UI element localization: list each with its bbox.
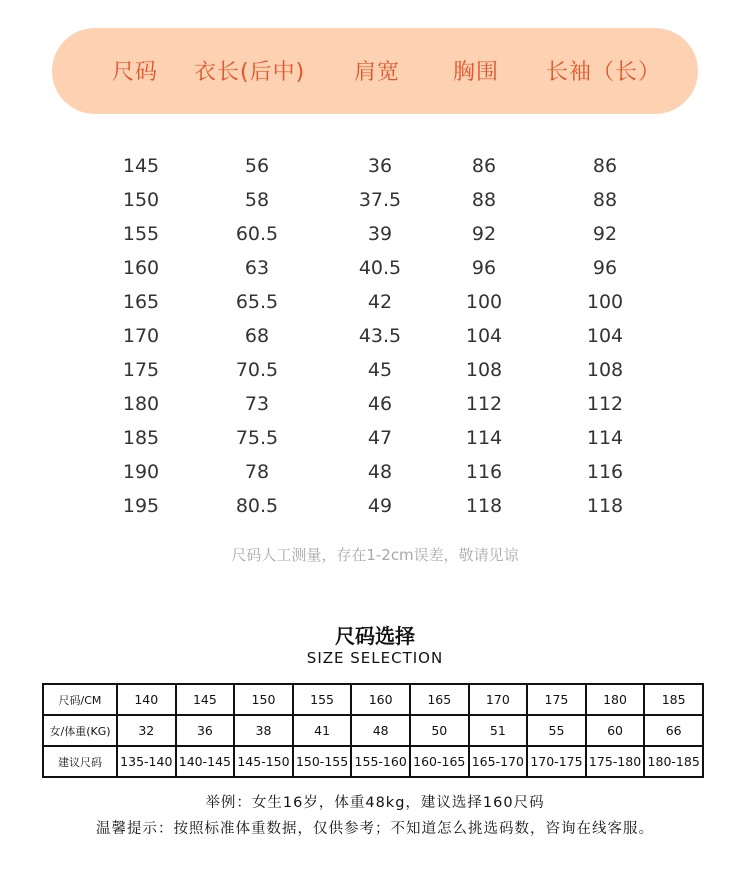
selection-row <box>43 684 703 715</box>
size-cell-shoulder: 36 <box>367 155 393 177</box>
selection-cell: 150-155 <box>293 746 352 777</box>
selection-cell: 165 <box>410 684 469 715</box>
size-cell-sleeve: 86 <box>592 155 618 177</box>
size-cell-length: 58 <box>244 189 270 211</box>
selection-cell: 175-180 <box>586 746 645 777</box>
size-cell-shoulder: 40.5 <box>358 257 402 279</box>
size-cell-sleeve: 104 <box>586 325 624 347</box>
size-cell-size: 155 <box>122 223 160 245</box>
selection-title: 尺码选择 <box>335 624 415 648</box>
selection-cell: 48 <box>351 715 410 746</box>
column-header-chest: 胸围 <box>453 60 500 85</box>
size-cell-length: 56 <box>244 155 270 177</box>
size-cell-shoulder: 43.5 <box>358 325 402 347</box>
selection-cell: 55 <box>527 715 586 746</box>
selection-cell: 51 <box>469 715 528 746</box>
size-cell-shoulder: 37.5 <box>358 189 402 211</box>
size-cell-length: 60.5 <box>235 223 279 245</box>
size-cell-sleeve: 100 <box>586 291 624 313</box>
selection-cell: 155 <box>293 684 352 715</box>
size-cell-chest: 114 <box>465 427 503 449</box>
selection-cell: 155-160 <box>351 746 410 777</box>
size-cell-size: 180 <box>122 393 160 415</box>
selection-cell: 145 <box>176 684 235 715</box>
selection-cell: 140-145 <box>176 746 235 777</box>
size-cell-sleeve: 88 <box>592 189 618 211</box>
selection-cell: 165-170 <box>469 746 528 777</box>
size-cell-length: 73 <box>244 393 270 415</box>
selection-row <box>43 715 703 746</box>
size-cell-shoulder: 49 <box>367 495 393 517</box>
selection-cell: 41 <box>293 715 352 746</box>
size-cell-sleeve: 108 <box>586 359 624 381</box>
selection-cell: 60 <box>586 715 645 746</box>
column-header-length: 衣长(后中) <box>194 60 306 85</box>
selection-cell: 170-175 <box>527 746 586 777</box>
column-header-size: 尺码 <box>112 60 159 85</box>
size-cell-chest: 86 <box>471 155 497 177</box>
size-cell-sleeve: 118 <box>586 495 624 517</box>
size-selection-table <box>42 683 704 778</box>
size-cell-chest: 116 <box>465 461 503 483</box>
size-cell-sleeve: 112 <box>586 393 624 415</box>
selection-cell: 38 <box>234 715 293 746</box>
selection-row-label: 女/体重(KG) <box>43 715 117 746</box>
size-cell-shoulder: 42 <box>367 291 393 313</box>
size-cell-chest: 96 <box>471 257 497 279</box>
size-cell-shoulder: 47 <box>367 427 393 449</box>
size-cell-length: 75.5 <box>235 427 279 449</box>
size-cell-length: 65.5 <box>235 291 279 313</box>
selection-cell: 160-165 <box>410 746 469 777</box>
measurement-note: 尺码人工测量，存在1-2cm误差，敬请见谅 <box>231 546 519 564</box>
selection-cell: 185 <box>644 684 703 715</box>
selection-cell: 50 <box>410 715 469 746</box>
size-cell-sleeve: 116 <box>586 461 624 483</box>
size-cell-sleeve: 96 <box>592 257 618 279</box>
example-text: 举例：女生16岁，体重48kg，建议选择160尺码 <box>205 795 545 811</box>
selection-cell: 175 <box>527 684 586 715</box>
size-cell-length: 70.5 <box>235 359 279 381</box>
selection-cell: 180 <box>586 684 645 715</box>
tip-text: 温馨提示：按照标准体重数据，仅供参考；不知道怎么挑选码数，咨询在线客服。 <box>96 821 654 837</box>
size-cell-chest: 112 <box>465 393 503 415</box>
selection-cell: 150 <box>234 684 293 715</box>
size-cell-size: 195 <box>122 495 160 517</box>
size-cell-size: 175 <box>122 359 160 381</box>
size-cell-size: 170 <box>122 325 160 347</box>
size-cell-shoulder: 39 <box>367 223 393 245</box>
size-cell-length: 80.5 <box>235 495 279 517</box>
selection-cell: 160 <box>351 684 410 715</box>
selection-row-label: 尺码/CM <box>43 684 117 715</box>
size-cell-length: 78 <box>244 461 270 483</box>
size-cell-size: 160 <box>122 257 160 279</box>
size-cell-chest: 118 <box>465 495 503 517</box>
size-cell-chest: 92 <box>471 223 497 245</box>
size-cell-chest: 88 <box>471 189 497 211</box>
size-cell-chest: 108 <box>465 359 503 381</box>
selection-cell: 170 <box>469 684 528 715</box>
column-header-shoulder: 肩宽 <box>354 60 401 85</box>
size-cell-length: 68 <box>244 325 270 347</box>
size-cell-sleeve: 114 <box>586 427 624 449</box>
selection-subtitle: SIZE SELECTION <box>306 649 444 667</box>
size-cell-sleeve: 92 <box>592 223 618 245</box>
size-cell-size: 150 <box>122 189 160 211</box>
size-cell-size: 185 <box>122 427 160 449</box>
size-cell-chest: 100 <box>465 291 503 313</box>
size-cell-shoulder: 46 <box>367 393 393 415</box>
size-cell-shoulder: 45 <box>367 359 393 381</box>
column-header-sleeve: 长袖（长） <box>546 60 662 85</box>
selection-row <box>43 746 703 777</box>
selection-cell: 145-150 <box>234 746 293 777</box>
selection-cell: 36 <box>176 715 235 746</box>
size-cell-size: 145 <box>122 155 160 177</box>
selection-row-label: 建议尺码 <box>43 746 117 777</box>
selection-cell: 140 <box>117 684 176 715</box>
selection-cell: 180-185 <box>644 746 703 777</box>
size-cell-shoulder: 48 <box>367 461 393 483</box>
selection-cell: 66 <box>644 715 703 746</box>
selection-cell: 32 <box>117 715 176 746</box>
size-cell-chest: 104 <box>465 325 503 347</box>
size-cell-size: 165 <box>122 291 160 313</box>
size-cell-length: 63 <box>244 257 270 279</box>
selection-cell: 135-140 <box>117 746 176 777</box>
size-cell-size: 190 <box>122 461 160 483</box>
